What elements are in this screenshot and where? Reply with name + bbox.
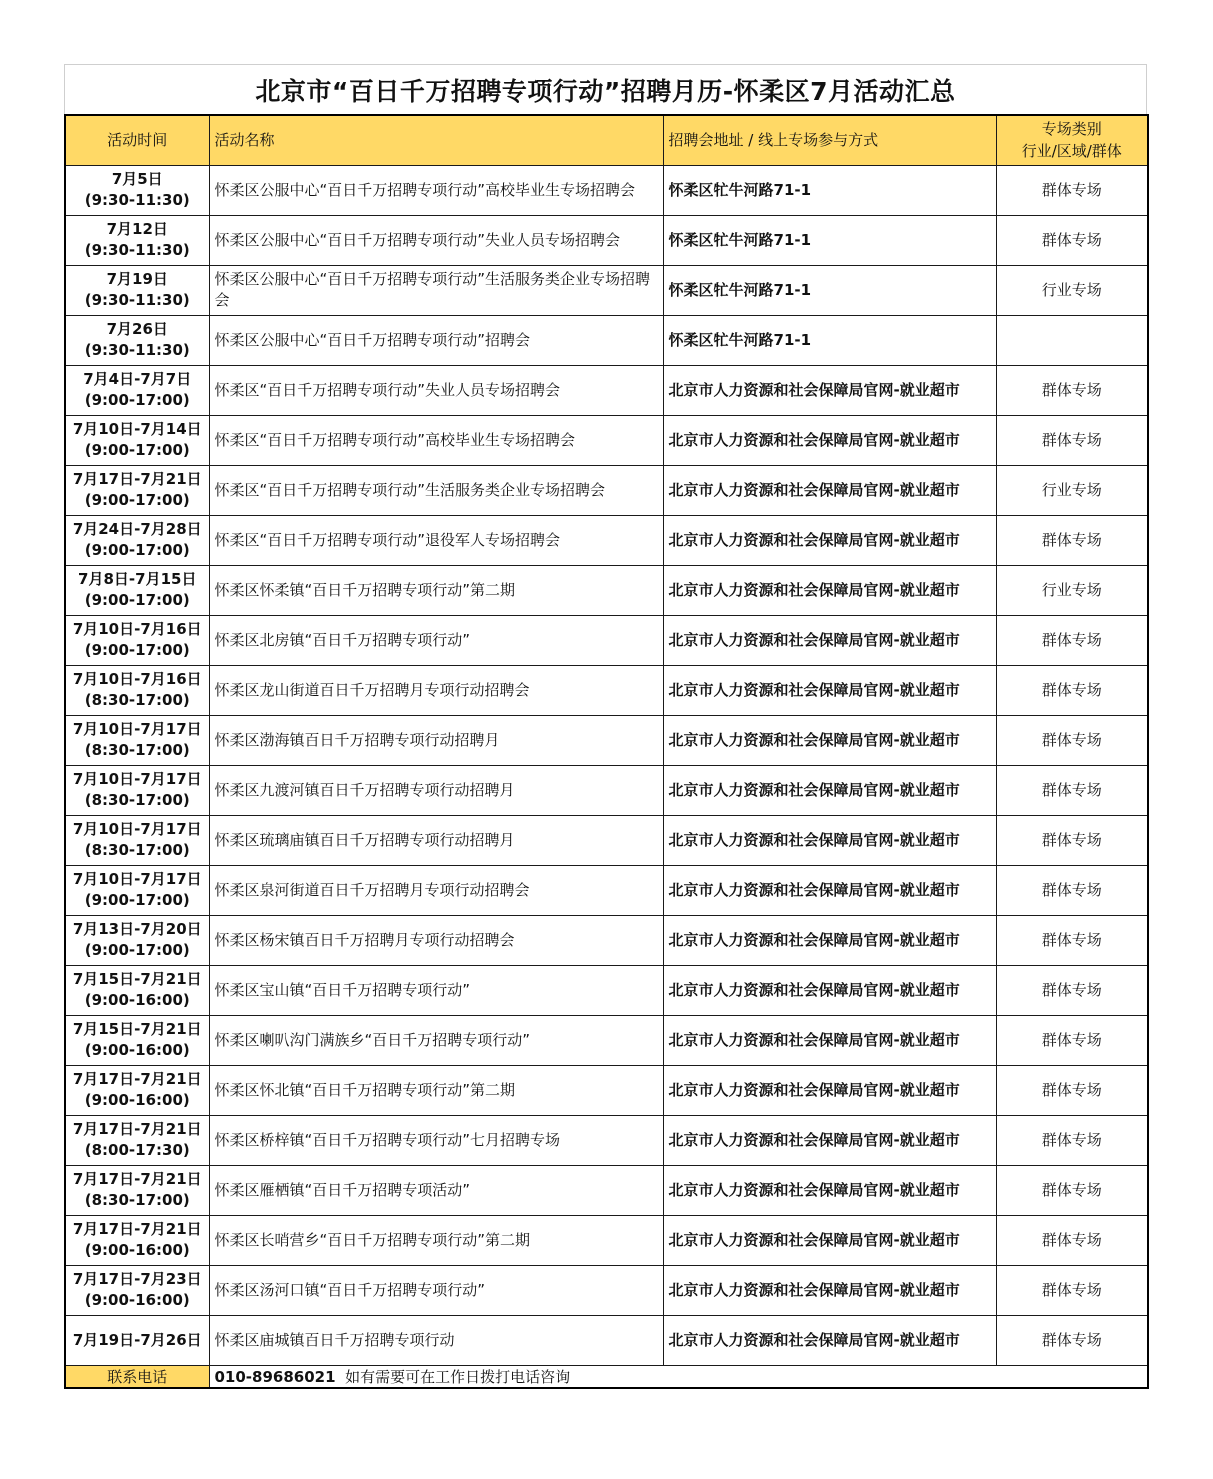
event-time-cell: [65, 715, 209, 765]
event-name: 怀柔区泉河街道百日千万招聘月专项行动招聘会: [209, 865, 663, 915]
contact-info: [209, 1365, 1148, 1388]
event-time-cell: [65, 415, 209, 465]
event-address: 怀柔区牤牛河路71-1: [663, 215, 996, 265]
event-category: 群体专场: [996, 1315, 1148, 1365]
table-row: [65, 1215, 1148, 1265]
event-time-cell: [65, 515, 209, 565]
event-hours: (9:30-11:30): [84, 191, 190, 209]
table-row: [65, 1265, 1148, 1315]
event-hours: (9:00-16:00): [84, 1091, 190, 1109]
event-address: 北京市人力资源和社会保障局官网-就业超市: [663, 415, 996, 465]
header-category: [996, 115, 1148, 165]
header-row: [65, 115, 1148, 165]
table-row: [65, 415, 1148, 465]
event-category: 群体专场: [996, 765, 1148, 815]
event-name: 怀柔区九渡河镇百日千万招聘专项行动招聘月: [209, 765, 663, 815]
event-name: 怀柔区汤河口镇“百日千万招聘专项行动”: [209, 1265, 663, 1315]
table-footer: [65, 1365, 1148, 1388]
event-hours: (9:00-16:00): [84, 1041, 190, 1059]
event-name: 怀柔区喇叭沟门满族乡“百日千万招聘专项行动”: [209, 1015, 663, 1065]
event-name: 怀柔区“百日千万招聘专项行动”退役军人专场招聘会: [209, 515, 663, 565]
event-address: 北京市人力资源和社会保障局官网-就业超市: [663, 365, 996, 415]
event-hours: (8:30-17:00): [84, 741, 190, 759]
event-name: 怀柔区长哨营乡“百日千万招聘专项行动”第二期: [209, 1215, 663, 1265]
event-address: 北京市人力资源和社会保障局官网-就业超市: [663, 1215, 996, 1265]
table-row: [65, 765, 1148, 815]
event-category: 行业专场: [996, 265, 1148, 315]
event-address: 北京市人力资源和社会保障局官网-就业超市: [663, 615, 996, 665]
event-address: 北京市人力资源和社会保障局官网-就业超市: [663, 1115, 996, 1165]
event-date: 7月17日-7月21日: [72, 1120, 202, 1138]
table-header: [65, 115, 1148, 165]
event-name: 怀柔区宝山镇“百日千万招聘专项行动”: [209, 965, 663, 1015]
event-category: 群体专场: [996, 715, 1148, 765]
event-date: 7月10日-7月17日: [72, 770, 202, 788]
event-category: 行业专场: [996, 465, 1148, 515]
event-date: 7月17日-7月21日: [72, 1070, 202, 1088]
event-address: 北京市人力资源和社会保障局官网-就业超市: [663, 1065, 996, 1115]
event-name: 怀柔区桥梓镇“百日千万招聘专项行动”七月招聘专场: [209, 1115, 663, 1165]
event-hours: (9:00-17:00): [84, 391, 190, 409]
table-row: [65, 665, 1148, 715]
event-hours: (9:00-17:00): [84, 941, 190, 959]
event-date: 7月10日-7月16日: [72, 670, 202, 688]
event-address: 北京市人力资源和社会保障局官网-就业超市: [663, 815, 996, 865]
event-time-cell: [65, 865, 209, 915]
table-row: [65, 315, 1148, 365]
event-hours: (8:30-17:00): [84, 1191, 190, 1209]
event-address: 怀柔区牤牛河路71-1: [663, 165, 996, 215]
schedule-table: [64, 114, 1149, 1389]
event-name: 怀柔区渤海镇百日千万招聘专项行动招聘月: [209, 715, 663, 765]
table-row: [65, 915, 1148, 965]
event-hours: (9:00-17:00): [84, 591, 190, 609]
event-name: 怀柔区“百日千万招聘专项行动”生活服务类企业专场招聘会: [209, 465, 663, 515]
event-address: 北京市人力资源和社会保障局官网-就业超市: [663, 715, 996, 765]
event-hours: (9:00-16:00): [84, 1241, 190, 1259]
event-category: 群体专场: [996, 1015, 1148, 1065]
event-time-cell: [65, 1065, 209, 1115]
event-date: 7月12日: [106, 220, 168, 238]
event-name: 怀柔区公服中心“百日千万招聘专项行动”招聘会: [209, 315, 663, 365]
event-category: 群体专场: [996, 1065, 1148, 1115]
table-row: [65, 1065, 1148, 1115]
event-date: 7月10日-7月17日: [72, 820, 202, 838]
header-category-line2: 行业/区域/群体: [1021, 142, 1122, 161]
table-row: [65, 165, 1148, 215]
table-row: [65, 1165, 1148, 1215]
event-time-cell: [65, 1115, 209, 1165]
event-address: 北京市人力资源和社会保障局官网-就业超市: [663, 465, 996, 515]
event-time-cell: [65, 1015, 209, 1065]
event-address: 北京市人力资源和社会保障局官网-就业超市: [663, 1265, 996, 1315]
event-time-cell: [65, 965, 209, 1015]
event-hours: (9:00-16:00): [84, 991, 190, 1009]
event-name: 怀柔区龙山街道百日千万招聘月专项行动招聘会: [209, 665, 663, 715]
event-category: 群体专场: [996, 165, 1148, 215]
event-hours: (9:30-11:30): [84, 241, 190, 259]
event-category: 群体专场: [996, 1215, 1148, 1265]
event-time-cell: [65, 165, 209, 215]
event-time-cell: [65, 765, 209, 815]
event-name: 怀柔区怀柔镇“百日千万招聘专项行动”第二期: [209, 565, 663, 615]
event-name: 怀柔区北房镇“百日千万招聘专项行动”: [209, 615, 663, 665]
event-time-cell: [65, 465, 209, 515]
event-date: 7月17日-7月23日: [72, 1270, 202, 1288]
page-title: 北京市“百日千万招聘专项行动”招聘月历-怀柔区7月活动汇总: [64, 64, 1147, 114]
event-name: 怀柔区庙城镇百日千万招聘专项行动: [209, 1315, 663, 1365]
event-time-cell: [65, 1315, 209, 1365]
event-date: 7月4日-7月7日: [83, 370, 192, 388]
event-date: 7月10日-7月14日: [72, 420, 202, 438]
event-address: 北京市人力资源和社会保障局官网-就业超市: [663, 1015, 996, 1065]
event-date: 7月13日-7月20日: [72, 920, 202, 938]
event-hours: (9:00-17:00): [84, 641, 190, 659]
event-time-cell: [65, 665, 209, 715]
header-name: 活动名称: [209, 115, 663, 165]
event-hours: (9:00-17:00): [84, 541, 190, 559]
event-address: 北京市人力资源和社会保障局官网-就业超市: [663, 865, 996, 915]
event-date: 7月10日-7月17日: [72, 870, 202, 888]
event-time-cell: [65, 1165, 209, 1215]
event-category: 群体专场: [996, 815, 1148, 865]
event-hours: (9:00-16:00): [84, 1291, 190, 1309]
contact-row: [65, 1365, 1148, 1388]
event-category: 群体专场: [996, 665, 1148, 715]
event-time-cell: [65, 815, 209, 865]
event-name: 怀柔区琉璃庙镇百日千万招聘专项行动招聘月: [209, 815, 663, 865]
event-address: 北京市人力资源和社会保障局官网-就业超市: [663, 965, 996, 1015]
event-hours: (8:30-17:00): [84, 691, 190, 709]
event-hours: (9:00-17:00): [84, 491, 190, 509]
event-time-cell: [65, 565, 209, 615]
event-date: 7月8日-7月15日: [78, 570, 197, 588]
event-address: 北京市人力资源和社会保障局官网-就业超市: [663, 1315, 996, 1365]
contact-phone[interactable]: 010-89686021: [214, 1367, 336, 1386]
event-time-cell: [65, 365, 209, 415]
event-time-cell: [65, 215, 209, 265]
table-row: [65, 515, 1148, 565]
event-address: 北京市人力资源和社会保障局官网-就业超市: [663, 515, 996, 565]
table-row: [65, 815, 1148, 865]
event-category: 群体专场: [996, 365, 1148, 415]
event-name: 怀柔区“百日千万招聘专项行动”失业人员专场招聘会: [209, 365, 663, 415]
event-category: 群体专场: [996, 965, 1148, 1015]
event-category: 群体专场: [996, 1265, 1148, 1315]
event-category: 群体专场: [996, 415, 1148, 465]
table-row: [65, 215, 1148, 265]
event-address: 怀柔区牤牛河路71-1: [663, 265, 996, 315]
table-row: [65, 565, 1148, 615]
table-row: [65, 1015, 1148, 1065]
event-time-cell: [65, 315, 209, 365]
event-category: 群体专场: [996, 215, 1148, 265]
event-category: 群体专场: [996, 515, 1148, 565]
event-hours: (8:30-17:00): [84, 791, 190, 809]
contact-label: 联系电话: [65, 1365, 209, 1388]
event-hours: (9:00-17:00): [84, 441, 190, 459]
event-hours: (8:30-17:00): [84, 841, 190, 859]
event-date: 7月19日: [106, 270, 168, 288]
table-row: [65, 465, 1148, 515]
event-name: 怀柔区公服中心“百日千万招聘专项行动”失业人员专场招聘会: [209, 215, 663, 265]
event-date: 7月19日-7月26日: [72, 1330, 202, 1349]
event-date: 7月17日-7月21日: [72, 1170, 202, 1188]
header-time: 活动时间: [65, 115, 209, 165]
header-address: 招聘会地址 / 线上专场参与方式: [663, 115, 996, 165]
event-address: 怀柔区牤牛河路71-1: [663, 315, 996, 365]
table-row: [65, 865, 1148, 915]
event-category: 群体专场: [996, 865, 1148, 915]
event-category: 行业专场: [996, 565, 1148, 615]
event-name: 怀柔区怀北镇“百日千万招聘专项行动”第二期: [209, 1065, 663, 1115]
table-row: [65, 265, 1148, 315]
event-date: 7月26日: [106, 320, 168, 338]
event-date: 7月15日-7月21日: [72, 1020, 202, 1038]
event-hours: (9:00-17:00): [84, 891, 190, 909]
event-category: [996, 315, 1148, 365]
event-hours: (9:30-11:30): [84, 291, 190, 309]
event-time-cell: [65, 265, 209, 315]
event-address: 北京市人力资源和社会保障局官网-就业超市: [663, 915, 996, 965]
event-hours: (9:30-11:30): [84, 341, 190, 359]
event-date: 7月17日-7月21日: [72, 470, 202, 488]
event-category: 群体专场: [996, 615, 1148, 665]
event-time-cell: [65, 615, 209, 665]
event-time-cell: [65, 1215, 209, 1265]
event-category: 群体专场: [996, 915, 1148, 965]
table-row: [65, 365, 1148, 415]
schedule-sheet: [64, 64, 1147, 1389]
event-address: 北京市人力资源和社会保障局官网-就业超市: [663, 565, 996, 615]
contact-note: 如有需要可在工作日拨打电话咨询: [345, 1367, 571, 1386]
event-name: 怀柔区公服中心“百日千万招聘专项行动”生活服务类企业专场招聘会: [209, 265, 663, 315]
event-name: 怀柔区杨宋镇百日千万招聘月专项行动招聘会: [209, 915, 663, 965]
table-body: [65, 165, 1148, 1365]
table-row: [65, 965, 1148, 1015]
table-row: [65, 615, 1148, 665]
event-name: 怀柔区公服中心“百日千万招聘专项行动”高校毕业生专场招聘会: [209, 165, 663, 215]
table-row: [65, 1315, 1148, 1365]
event-date: 7月15日-7月21日: [72, 970, 202, 988]
event-category: 群体专场: [996, 1115, 1148, 1165]
event-date: 7月10日-7月17日: [72, 720, 202, 738]
event-address: 北京市人力资源和社会保障局官网-就业超市: [663, 765, 996, 815]
event-address: 北京市人力资源和社会保障局官网-就业超市: [663, 665, 996, 715]
event-date: 7月10日-7月16日: [72, 620, 202, 638]
event-time-cell: [65, 1265, 209, 1315]
event-name: 怀柔区“百日千万招聘专项行动”高校毕业生专场招聘会: [209, 415, 663, 465]
table-row: [65, 715, 1148, 765]
event-address: 北京市人力资源和社会保障局官网-就业超市: [663, 1165, 996, 1215]
event-date: 7月17日-7月21日: [72, 1220, 202, 1238]
event-date: 7月5日: [111, 170, 163, 188]
event-name: 怀柔区雁栖镇“百日千万招聘专项活动”: [209, 1165, 663, 1215]
event-date: 7月24日-7月28日: [72, 520, 202, 538]
table-row: [65, 1115, 1148, 1165]
event-hours: (8:00-17:30): [84, 1141, 190, 1159]
event-category: 群体专场: [996, 1165, 1148, 1215]
header-category-line1: 专场类别: [1041, 120, 1102, 139]
event-time-cell: [65, 915, 209, 965]
